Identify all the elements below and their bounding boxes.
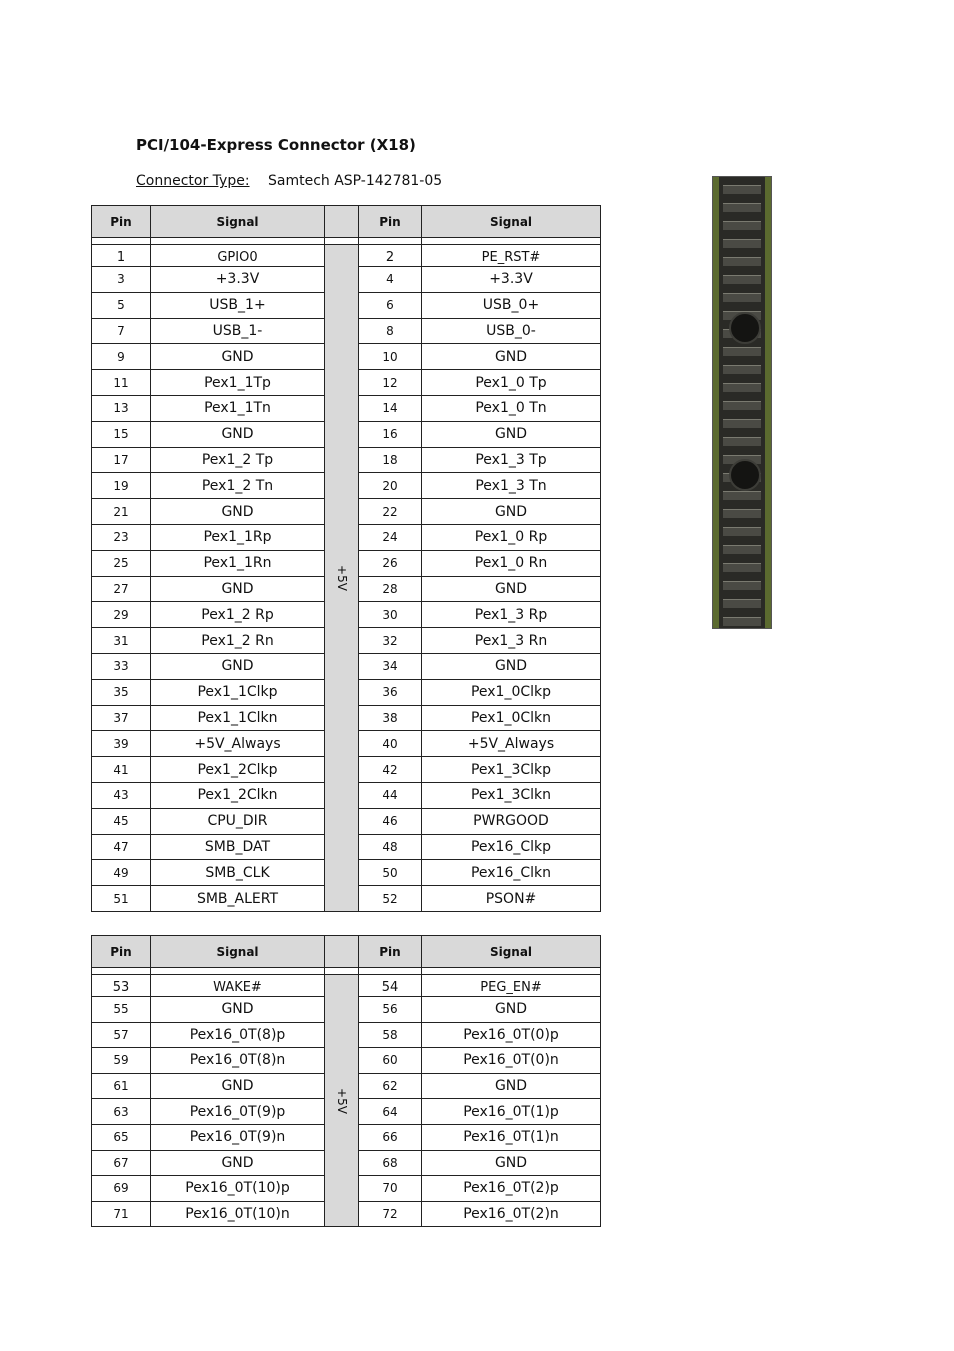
signal-cell: USB_0+ [422,292,601,318]
pin-number-cell: 25 [92,550,151,576]
signal-cell: GND [151,653,325,679]
connector-slot [723,527,761,536]
signal-cell: Pex1_3 Tp [422,447,601,473]
pin-number-cell: 40 [359,731,422,757]
pin-number-cell: 27 [92,576,151,602]
table-row [92,245,601,267]
signal-cell: Pex16_0T(9)n [151,1124,325,1150]
pin-number-cell: 42 [359,757,422,783]
pin-number-cell: 7 [92,318,151,344]
signal-cell: Pex1_1Tn [151,395,325,421]
signal-cell: PE_RST# [422,245,601,267]
pin-number-cell: 68 [359,1150,422,1176]
signal-cell: Pex16_0T(0)n [422,1048,601,1074]
pin-number-cell: 48 [359,834,422,860]
pin-number-cell: 46 [359,808,422,834]
connector-slot [723,509,761,518]
signal-cell: Pex1_0Clkn [422,705,601,731]
pin-number-cell: 59 [92,1048,151,1074]
signal-cell: Pex1_1Clkn [151,705,325,731]
connector-slot [723,401,761,410]
header-pin: Pin [359,936,422,968]
pin-number-cell: 60 [359,1048,422,1074]
pin-number-cell: 33 [92,653,151,679]
pin-table-1 [91,205,601,912]
pin-number-cell: 65 [92,1124,151,1150]
pin-number-cell: 21 [92,499,151,525]
pin-number-cell: 37 [92,705,151,731]
pin-number-cell: 34 [359,653,422,679]
rail-label-cell [325,975,359,1227]
pin-number-cell: 9 [92,344,151,370]
pin-number-cell: 71 [92,1201,151,1227]
signal-cell: GND [151,1150,325,1176]
pin-number-cell: 39 [92,731,151,757]
pin-number-cell: 16 [359,421,422,447]
connector-slot [723,581,761,590]
connector-type-label: Connector Type: [136,173,250,189]
connector-slot [723,617,761,626]
signal-cell: GND [422,499,601,525]
signal-cell: Pex16_0T(0)p [422,1022,601,1048]
pin-number-cell: 61 [92,1073,151,1099]
signal-cell: CPU_DIR [151,808,325,834]
signal-cell: GPIO0 [151,245,325,267]
pin-number-cell: 45 [92,808,151,834]
connector-type [136,173,442,189]
signal-cell: PWRGOOD [422,808,601,834]
signal-cell: Pex1_1Clkp [151,679,325,705]
signal-cell: Pex1_2 Tn [151,473,325,499]
pin-number-cell: 63 [92,1099,151,1125]
signal-cell: PEG_EN# [422,975,601,997]
connector-slot [723,419,761,428]
rail-label: +5V [334,1087,349,1114]
pin-number-cell: 13 [92,395,151,421]
pin-number-cell: 8 [359,318,422,344]
signal-cell: Pex1_3 Rn [422,628,601,654]
pin-number-cell: 10 [359,344,422,370]
connector-slot [723,437,761,446]
table-row [92,975,601,997]
connector-photo [712,176,772,629]
pin-number-cell: 29 [92,602,151,628]
pin-table-2 [91,935,601,1227]
pin-number-cell: 20 [359,473,422,499]
signal-cell: GND [422,653,601,679]
pin-number-cell: 2 [359,245,422,267]
header-signal: Signal [151,206,325,238]
pin-number-cell: 58 [359,1022,422,1048]
signal-cell: Pex1_0Clkp [422,679,601,705]
pin-number-cell: 23 [92,524,151,550]
connector-slot [723,293,761,302]
pin-number-cell: 69 [92,1176,151,1202]
signal-cell: GND [151,1073,325,1099]
signal-cell: Pex1_2 Tp [151,447,325,473]
pin-number-cell: 54 [359,975,422,997]
connector-type-value: Samtech ASP-142781-05 [267,173,443,189]
header-signal: Signal [422,936,601,968]
signal-cell: GND [151,576,325,602]
signal-cell: GND [151,499,325,525]
signal-cell: SMB_ALERT [151,886,325,912]
signal-cell: Pex1_0 Tn [422,395,601,421]
signal-cell: GND [422,1073,601,1099]
signal-cell: +5V_Always [422,731,601,757]
rail-label: +5V [334,565,349,591]
pin-number-cell: 14 [359,395,422,421]
pin-number-cell: 28 [359,576,422,602]
pin-number-cell: 72 [359,1201,422,1227]
pin-number-cell: 56 [359,997,422,1023]
connector-slot [723,365,761,374]
pin-number-cell: 66 [359,1124,422,1150]
signal-cell: Pex16_0T(10)n [151,1201,325,1227]
pin-number-cell: 26 [359,550,422,576]
connector-slot [723,257,761,266]
signal-cell: PSON# [422,886,601,912]
signal-cell: USB_0- [422,318,601,344]
mounting-hole [729,312,761,344]
pin-number-cell: 3 [92,267,151,293]
connector-slot [723,599,761,608]
signal-cell: Pex16_0T(1)p [422,1099,601,1125]
signal-cell: GND [422,576,601,602]
pin-number-cell: 49 [92,860,151,886]
signal-cell: Pex16_0T(2)n [422,1201,601,1227]
pin-number-cell: 38 [359,705,422,731]
connector-slot [723,203,761,212]
signal-cell: WAKE# [151,975,325,997]
signal-cell: Pex16_0T(2)p [422,1176,601,1202]
pin-number-cell: 19 [92,473,151,499]
pin-number-cell: 12 [359,370,422,396]
signal-cell: GND [151,344,325,370]
header-pin: Pin [359,206,422,238]
connector-slot [723,239,761,248]
connector-slot [723,221,761,230]
pin-number-cell: 41 [92,757,151,783]
pin-number-cell: 52 [359,886,422,912]
signal-cell: Pex16_Clkn [422,860,601,886]
pin-number-cell: 30 [359,602,422,628]
pin-number-cell: 22 [359,499,422,525]
signal-cell: Pex1_0 Tp [422,370,601,396]
pin-number-cell: 44 [359,782,422,808]
signal-cell: Pex1_2Clkp [151,757,325,783]
header-pin: Pin [92,206,151,238]
signal-cell: +5V_Always [151,731,325,757]
signal-cell: +3.3V [422,267,601,293]
pin-number-cell: 50 [359,860,422,886]
signal-cell: USB_1- [151,318,325,344]
signal-cell: Pex1_3Clkn [422,782,601,808]
pin-number-cell: 35 [92,679,151,705]
signal-cell: SMB_CLK [151,860,325,886]
connector-slot [723,347,761,356]
connector-slot [723,275,761,284]
pin-number-cell: 62 [359,1073,422,1099]
signal-cell: Pex1_0 Rn [422,550,601,576]
signal-cell: GND [151,997,325,1023]
signal-cell: +3.3V [151,267,325,293]
header-rail [325,936,359,968]
pin-number-cell: 18 [359,447,422,473]
page-title: PCI/104-Express Connector (X18) [136,136,416,154]
signal-cell: Pex16_0T(1)n [422,1124,601,1150]
header-rail [325,206,359,238]
signal-cell: GND [422,344,601,370]
pin-number-cell: 5 [92,292,151,318]
pin-number-cell: 57 [92,1022,151,1048]
signal-cell: Pex1_1Rp [151,524,325,550]
pin-number-cell: 70 [359,1176,422,1202]
header-signal: Signal [422,206,601,238]
connector-slot [723,491,761,500]
pin-number-cell: 32 [359,628,422,654]
header-signal: Signal [151,936,325,968]
pin-number-cell: 43 [92,782,151,808]
signal-cell: Pex1_2 Rp [151,602,325,628]
pin-number-cell: 24 [359,524,422,550]
rail-label-cell [325,245,359,912]
signal-cell: Pex1_0 Rp [422,524,601,550]
signal-cell: Pex16_0T(9)p [151,1099,325,1125]
pin-number-cell: 36 [359,679,422,705]
header-pin: Pin [92,936,151,968]
signal-cell: SMB_DAT [151,834,325,860]
pin-number-cell: 15 [92,421,151,447]
pin-number-cell: 17 [92,447,151,473]
pin-number-cell: 47 [92,834,151,860]
signal-cell: Pex1_2 Rn [151,628,325,654]
connector-slot [723,185,761,194]
connector-slot [723,545,761,554]
connector-slot [723,383,761,392]
pin-number-cell: 1 [92,245,151,267]
signal-cell: Pex16_Clkp [422,834,601,860]
signal-cell: GND [151,421,325,447]
signal-cell: Pex1_3Clkp [422,757,601,783]
pin-number-cell: 31 [92,628,151,654]
pin-number-cell: 55 [92,997,151,1023]
signal-cell: Pex16_0T(10)p [151,1176,325,1202]
signal-cell: GND [422,997,601,1023]
pin-number-cell: 53 [92,975,151,997]
mounting-hole [729,459,761,491]
signal-cell: GND [422,421,601,447]
signal-cell: Pex1_3 Tn [422,473,601,499]
signal-cell: Pex16_0T(8)n [151,1048,325,1074]
signal-cell: USB_1+ [151,292,325,318]
signal-cell: Pex1_1Tp [151,370,325,396]
pin-number-cell: 11 [92,370,151,396]
signal-cell: Pex16_0T(8)p [151,1022,325,1048]
pin-number-cell: 4 [359,267,422,293]
signal-cell: GND [422,1150,601,1176]
pin-number-cell: 6 [359,292,422,318]
connector-slot [723,563,761,572]
signal-cell: Pex1_3 Rp [422,602,601,628]
signal-cell: Pex1_2Clkn [151,782,325,808]
pin-number-cell: 64 [359,1099,422,1125]
pin-number-cell: 67 [92,1150,151,1176]
pin-number-cell: 51 [92,886,151,912]
signal-cell: Pex1_1Rn [151,550,325,576]
